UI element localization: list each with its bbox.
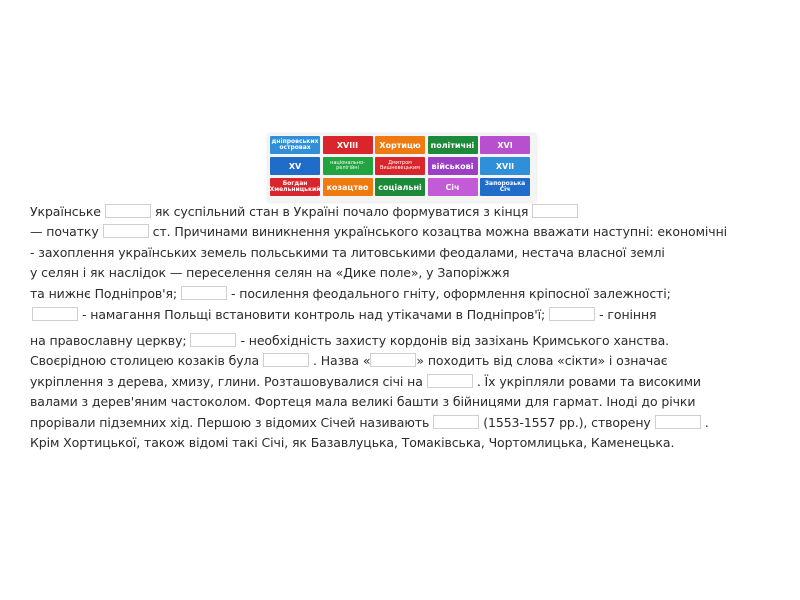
text-line-4: у селян і як наслідок — переселення селян на «Дике поле», у Запоріжжя xyxy=(30,265,510,280)
word-tile[interactable]: дніпровських островах xyxy=(270,136,320,154)
blank-10[interactable] xyxy=(427,374,473,388)
word-tile[interactable]: козацтво xyxy=(323,178,373,196)
word-tile[interactable]: Січ xyxy=(428,178,478,196)
text-line-12: Крім Хортицької, також відомі такі Січі, як Базавлуцька, Томаківська, Чортомлицька, Каменецька. xyxy=(30,435,675,450)
word-tile[interactable]: XVI xyxy=(480,136,530,154)
word-tile[interactable]: Запорозька Січ xyxy=(480,178,530,196)
word-tile[interactable]: військові xyxy=(428,157,478,175)
word-tile[interactable]: XVIII xyxy=(323,136,373,154)
word-tile[interactable]: соціальні xyxy=(375,178,425,196)
blank-7[interactable] xyxy=(190,333,236,347)
text-line-2: — початку ст. Причинами виникнення українського козацтва можна вважати наступні: економічні xyxy=(30,224,728,239)
word-tile[interactable]: Богдан Хмельницький xyxy=(270,178,320,196)
text-line-10: валами з дерев'яним частоколом. Фортеця мала великі башти з бійницями для гармат. Іноді до річки xyxy=(30,394,696,409)
text-line-11: прорівали підземних хід. Першою з відомих Січей називають (1553-1557 рр.), створену . xyxy=(30,415,709,430)
text-line-5: та нижнє Подніпров'я; - посилення феодального гніту, оформлення кріпосної залежності; xyxy=(30,286,671,301)
blank-11[interactable] xyxy=(433,415,479,429)
blank-12[interactable] xyxy=(655,415,701,429)
text-line-7: на православну церкву; - необхідність захисту кордонів від зазіхань Кримського ханства. xyxy=(30,333,670,348)
text-line-6: - намагання Польщі встановити контроль над утікачами в Подніпров'ї; - гоніння xyxy=(30,307,656,323)
text-line-9: укріплення з дерева, хмизу, глини. Розташовувалися січі на . Їх укріпляли ровами та високими xyxy=(30,374,701,389)
blank-6[interactable] xyxy=(549,307,595,321)
blank-1[interactable] xyxy=(105,204,151,218)
blank-2[interactable] xyxy=(532,204,578,218)
blank-9[interactable] xyxy=(370,353,416,367)
blank-5[interactable] xyxy=(32,307,78,321)
word-tile[interactable]: політичні xyxy=(428,136,478,154)
blank-8[interactable] xyxy=(263,353,309,367)
blank-3[interactable] xyxy=(103,224,149,238)
text-line-3: - захоплення українських земель польськими та литовськими феодалами, нестача власної землі xyxy=(30,245,665,260)
word-tile[interactable]: XVII xyxy=(480,157,530,175)
word-tile[interactable]: Дмитром Вишневецьким xyxy=(375,157,425,175)
text-line-1: Українське як суспільний стан в Україні почало формуватися з кінця xyxy=(30,204,582,220)
blank-4[interactable] xyxy=(181,286,227,300)
word-tile[interactable]: XV xyxy=(270,157,320,175)
word-tile[interactable]: національно-релігійні xyxy=(323,157,373,175)
text-line-8: Своєрідною столицею козаків була . Назва « » походить від слова «сікти» і означає xyxy=(30,353,668,368)
word-tile[interactable]: Хортицю xyxy=(375,136,425,154)
